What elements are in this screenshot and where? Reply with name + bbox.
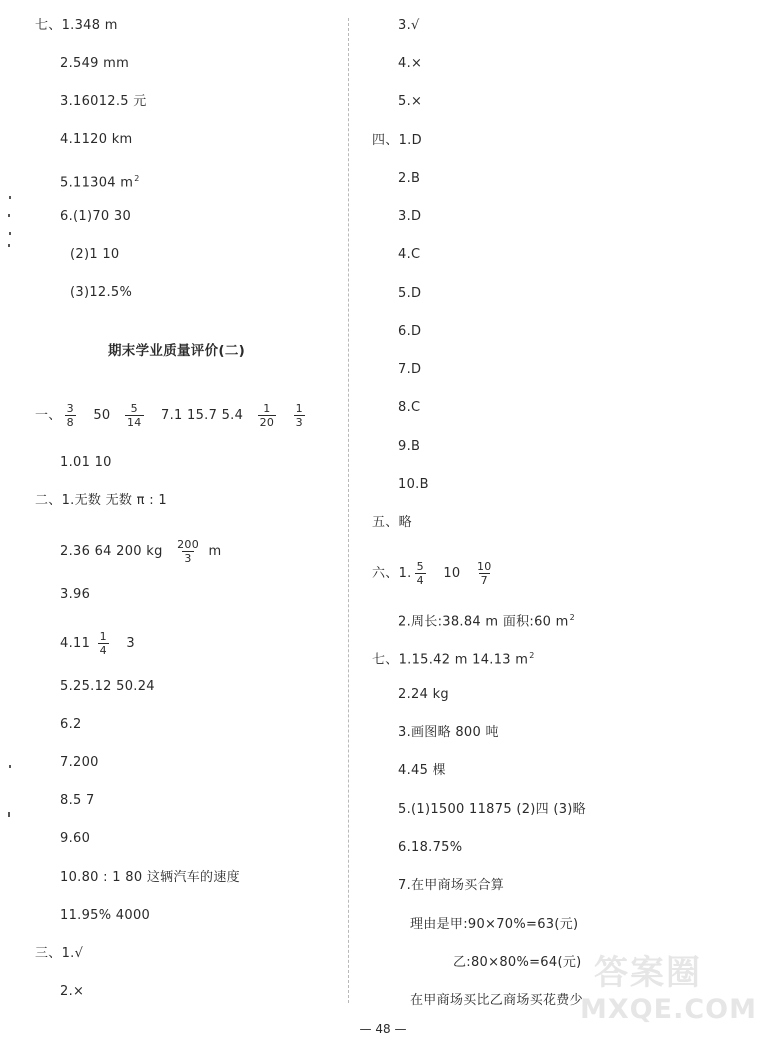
scan-mark bbox=[9, 196, 11, 199]
watermark-url: MXQE.COM bbox=[580, 994, 757, 1025]
answer-line: 7.在甲商场买合算 bbox=[398, 878, 505, 893]
fraction: $\frac{5}{14}$ bbox=[126, 402, 142, 429]
answer-line: 三、1.√ bbox=[35, 946, 84, 961]
answer-line: 4.C bbox=[398, 247, 421, 262]
fraction: $\frac{3}{8}$ bbox=[66, 402, 74, 429]
answer-line: 4.45 棵 bbox=[398, 763, 446, 778]
answer-line: 7.200 bbox=[60, 755, 99, 770]
section-title: 期末学业质量评价(二) bbox=[108, 343, 246, 359]
scan-mark bbox=[9, 232, 11, 235]
answer-line: 4.1120 km bbox=[60, 132, 133, 147]
answer-line: 6.2 bbox=[60, 717, 82, 732]
scan-mark bbox=[9, 765, 11, 768]
answer-line: 7.D bbox=[398, 362, 422, 377]
answer-line: 11.95% 4000 bbox=[60, 908, 151, 923]
answer-text: 2.周长:38.84 m 面积:60 m bbox=[398, 614, 569, 630]
answer-prefix: 六、1. bbox=[372, 566, 412, 581]
answer-line: 8.C bbox=[398, 400, 421, 415]
answer-line: 二、1.无数 无数 π : 1 bbox=[35, 493, 167, 508]
answer-line bbox=[60, 170, 140, 192]
fraction: $\frac{5}{4}$ bbox=[416, 560, 424, 587]
answer-line: 8.5 7 bbox=[60, 793, 95, 808]
fraction: $\frac{200}{3}$ bbox=[177, 538, 200, 565]
answer-line: 4.× bbox=[398, 56, 423, 71]
answer-line: 9.60 bbox=[60, 831, 91, 846]
answer-line: 9.B bbox=[398, 439, 421, 454]
answer-line: 2.B bbox=[398, 171, 421, 186]
fraction: $\frac{10}{7}$ bbox=[476, 560, 492, 587]
answer-line bbox=[372, 647, 535, 669]
answer-line: 四、1.D bbox=[372, 133, 422, 148]
answer-value: 50 bbox=[93, 408, 111, 423]
answer-line: 乙:80×80%=64(元) bbox=[453, 955, 582, 970]
fraction: $\frac{1}{20}$ bbox=[259, 402, 275, 429]
answer-line: 6.D bbox=[398, 324, 422, 339]
watermark-text: 答案圈 bbox=[594, 953, 702, 993]
answer-line: 3.画图略 800 吨 bbox=[398, 725, 499, 740]
answer-line: (2)1 10 bbox=[70, 247, 120, 262]
answer-line: 3.√ bbox=[398, 18, 420, 33]
answer-value: 10 bbox=[443, 566, 461, 581]
answer-text: 5.11304 m bbox=[60, 175, 134, 191]
answer-unit: m bbox=[208, 544, 222, 559]
scan-mark bbox=[8, 244, 10, 247]
page-number: — 48 — bbox=[359, 1022, 407, 1036]
answer-line bbox=[35, 402, 308, 429]
fraction: $\frac{1}{4}$ bbox=[99, 630, 107, 657]
answer-text: 七、1.15.42 m 14.13 m bbox=[372, 652, 529, 668]
answer-line: 五、略 bbox=[372, 515, 412, 530]
scan-mark bbox=[8, 812, 10, 817]
answer-line: 5.25.12 50.24 bbox=[60, 679, 155, 694]
answer-line: 6.(1)70 30 bbox=[60, 209, 132, 224]
answer-line: 3.16012.5 元 bbox=[60, 94, 147, 109]
superscript: 2 bbox=[529, 651, 535, 660]
answer-line: (3)12.5% bbox=[70, 285, 133, 300]
answer-line: 2.24 kg bbox=[398, 687, 449, 702]
fraction: $\frac{1}{3}$ bbox=[295, 402, 303, 429]
answer-line bbox=[60, 630, 135, 657]
answer-line: 5.(1)1500 11875 (2)四 (3)略 bbox=[398, 802, 586, 817]
answer-line: 10.80 : 1 80 这辆汽车的速度 bbox=[60, 870, 240, 885]
superscript: 2 bbox=[569, 613, 576, 622]
answer-line: 10.B bbox=[398, 477, 429, 492]
answer-prefix: 一、 bbox=[35, 408, 62, 423]
answer-line: 5.D bbox=[398, 286, 422, 301]
answer-line: 2.549 mm bbox=[60, 56, 130, 71]
answer-line: 6.18.75% bbox=[398, 840, 463, 855]
answer-line: 七、1.348 m bbox=[35, 18, 118, 33]
column-divider bbox=[348, 18, 349, 1003]
answer-line: 3.D bbox=[398, 209, 422, 224]
answer-line: 5.× bbox=[398, 94, 423, 109]
answer-line: 3.96 bbox=[60, 587, 91, 602]
answer-text: 4.11 bbox=[60, 636, 91, 651]
answer-line bbox=[372, 560, 497, 587]
scan-mark bbox=[8, 214, 10, 217]
answer-line: 在甲商场买比乙商场买花费少 bbox=[410, 993, 583, 1008]
answer-line bbox=[60, 538, 221, 565]
answer-text: 2.36 64 200 kg bbox=[60, 544, 163, 559]
answer-line: 理由是甲:90×70%=63(元) bbox=[410, 917, 579, 932]
superscript: 2 bbox=[134, 174, 140, 183]
answer-line bbox=[398, 609, 575, 631]
answer-value: 7.1 15.7 5.4 bbox=[161, 408, 244, 423]
answer-line: 1.01 10 bbox=[60, 455, 112, 470]
answer-value: 3 bbox=[126, 636, 135, 651]
answer-line: 2.× bbox=[60, 984, 85, 999]
